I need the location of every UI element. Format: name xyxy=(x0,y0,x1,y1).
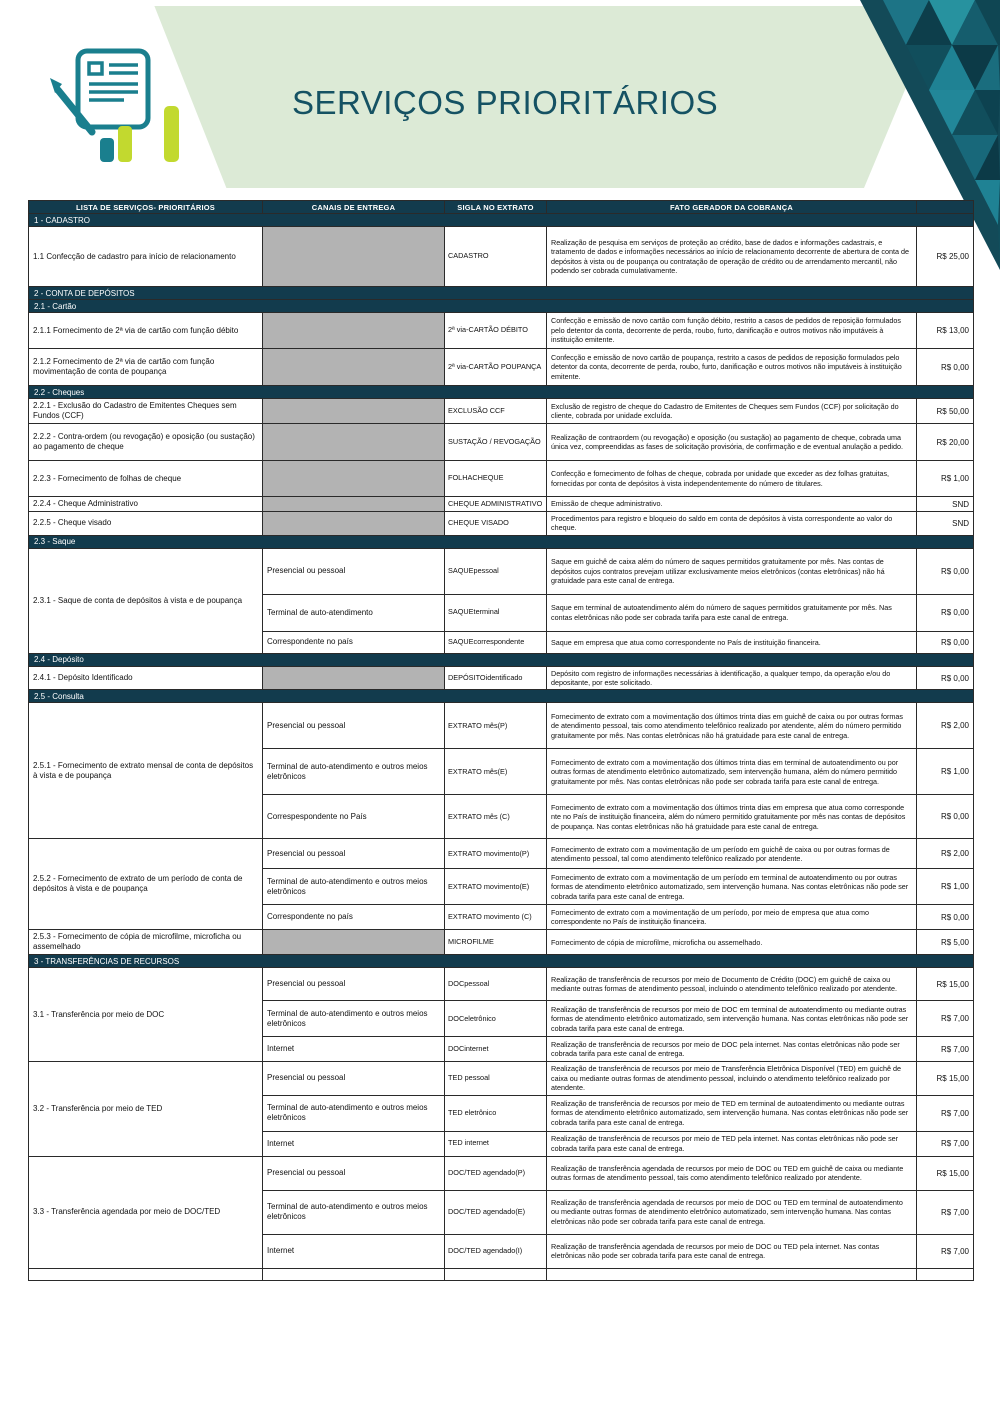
empty-cell xyxy=(263,1268,445,1280)
empty-channel-cell xyxy=(263,399,445,424)
code-cell: EXTRATO movimento (C) xyxy=(445,905,547,930)
service-cell: 2.3.1 - Saque de conta de depósitos à vista e de poupança xyxy=(29,548,263,653)
channel-cell: Presencial ou pessoal xyxy=(263,968,445,1001)
code-cell: EXTRATO mês(E) xyxy=(445,749,547,795)
code-cell: DOC/TED agendado(I) xyxy=(445,1234,547,1268)
code-cell: 2ª via-CARTÃO POUPANÇA xyxy=(445,349,547,386)
table-row xyxy=(29,703,974,749)
section-row-conta-depositos xyxy=(29,287,974,300)
service-cell: 2.1.2 Fornecimento de 2ª via de cartão com função movimentação de conta de poupança xyxy=(29,349,263,386)
column-header-code: SIGLA NO EXTRATO xyxy=(445,201,547,214)
code-cell: EXTRATO movimento(E) xyxy=(445,869,547,905)
price-cell: R$ 15,00 xyxy=(917,1062,974,1095)
code-cell: FOLHACHEQUE xyxy=(445,461,547,497)
trigger-cell: Fornecimento de extrato com a movimentação de um período, por meio de empresa que atua como correspondente no País de instituição financeira. xyxy=(547,905,917,930)
price-cell: R$ 7,00 xyxy=(917,1190,974,1234)
table-row xyxy=(29,424,974,461)
table-row xyxy=(29,399,974,424)
service-cell: 2.5.1 - Fornecimento de extrato mensal de conta de depósitos à vista e de poupança xyxy=(29,703,263,839)
channel-cell: Presencial ou pessoal xyxy=(263,1156,445,1190)
price-cell: R$ 5,00 xyxy=(917,930,974,955)
table-row xyxy=(29,227,974,287)
code-cell: CHEQUE ADMINISTRATIVO xyxy=(445,497,547,512)
channel-cell: Terminal de auto-atendimento e outros meios eletrônicos xyxy=(263,749,445,795)
table-row xyxy=(29,968,974,1001)
service-cell: 3.3 - Transferência agendada por meio de DOC/TED xyxy=(29,1156,263,1268)
code-cell: CHEQUE VISADO xyxy=(445,512,547,536)
column-header-price xyxy=(917,201,974,214)
price-cell: R$ 13,00 xyxy=(917,313,974,349)
trigger-cell: Fornecimento de extrato com a movimentação de um período em terminal de autoatendimento ou por outras formas de atendimento eletrônico automatizado, sem intervenção humana. Nas contas eletrônicas não pode ser cobrada tarifa para este canal de entrega. xyxy=(547,869,917,905)
code-cell: DOC/TED agendado(E) xyxy=(445,1190,547,1234)
channel-cell: Terminal de auto-atendimento e outros meios eletrônicos xyxy=(263,1190,445,1234)
empty-channel-cell xyxy=(263,461,445,497)
price-cell: R$ 0,00 xyxy=(917,349,974,386)
channel-cell: Terminal de auto-atendimento e outros meios eletrônicos xyxy=(263,1095,445,1131)
trigger-cell: Realização de transferência de recursos por meio de TED pela internet. Nas contas eletrônicas não pode ser cobrada tarifa para este canal de entrega. xyxy=(547,1131,917,1156)
code-cell: CADASTRO xyxy=(445,227,547,287)
partial-row xyxy=(29,1268,974,1280)
channel-cell: Correspondente no país xyxy=(263,631,445,653)
trigger-cell: Confecção e fornecimento de folhas de cheque, cobrada por unidade que exceder as dez folhas gratuitas, fornecidas por conta de depósitos à vista independentemente do número de titulares. xyxy=(547,461,917,497)
price-cell: R$ 7,00 xyxy=(917,1131,974,1156)
price-cell: R$ 2,00 xyxy=(917,839,974,869)
service-cell: 1.1 Confecção de cadastro para início de relacionamento xyxy=(29,227,263,287)
trigger-cell: Emissão de cheque administrativo. xyxy=(547,497,917,512)
table-row xyxy=(29,839,974,869)
channel-cell: Terminal de auto-atendimento e outros meios eletrônicos xyxy=(263,869,445,905)
trigger-cell: Fornecimento de extrato com a movimentação dos últimos trinta dias em empresa que atua como corresponde nte no País de instituição financeira, além do número permitido gratuitamente por mês nas contas de depósitos de poupança. Nas contas eletrônicas não há gratuidade para este canal de entrega. xyxy=(547,795,917,839)
section-row-saque xyxy=(29,535,974,548)
code-cell: DEPÓSITOidentificado xyxy=(445,666,547,690)
table-row xyxy=(29,1062,974,1095)
channel-cell: Presencial ou pessoal xyxy=(263,1062,445,1095)
trigger-cell: Realização de transferência de recursos por meio de DOC pela internet. Nas contas eletrônicas não pode ser cobrada tarifa para este canal de entrega. xyxy=(547,1037,917,1062)
trigger-cell: Realização de transferência agendada de recursos por meio de DOC ou TED em terminal de autoatendimento ou mediante outras formas de atendimento eletrônico automatizado, sem intervenção humana. Nas contas eletrônicas não pode ser cobrada tarifa para este canal de entrega. xyxy=(547,1190,917,1234)
trigger-cell: Saque em terminal de autoatendimento além do número de saques permitidos gratuitamente por mês. Nas contas eletrônicas não pode ser cobrada tarifa para este canal de entrega. xyxy=(547,594,917,631)
empty-channel-cell xyxy=(263,227,445,287)
code-cell: EXTRATO mês(P) xyxy=(445,703,547,749)
channel-cell: Internet xyxy=(263,1037,445,1062)
trigger-cell: Fornecimento de extrato com a movimentação dos últimos trinta dias em terminal de autoatendimento ou por outras formas de atendimento eletrônico automatizado, sem intervenção humana, além do número permitido gratuitamente por mês. Nas contas eletrônicas não pode ser cobrada tarifa para este canal de entrega. xyxy=(547,749,917,795)
column-header-channels: CANAIS DE ENTREGA xyxy=(263,201,445,214)
trigger-cell: Fornecimento de extrato com a movimentação de um período em guichê de caixa ou por outras formas de atendimento pessoal, tal como atendimento telefônico realizado por atendente. xyxy=(547,839,917,869)
section-row-deposito xyxy=(29,653,974,666)
code-cell: EXTRATO movimento(P) xyxy=(445,839,547,869)
section-row-transferencias xyxy=(29,955,974,968)
code-cell: TED pessoal xyxy=(445,1062,547,1095)
trigger-cell: Realização de transferência agendada de recursos por meio de DOC ou TED em guichê de caixa ou mediante outras formas de atendimento pessoal, tais como atendimento telefônico realizado por atendente. xyxy=(547,1156,917,1190)
column-header-trigger: FATO GERADOR DA COBRANÇA xyxy=(547,201,917,214)
page-title: SERVIÇOS PRIORITÁRIOS xyxy=(292,84,719,121)
table-row xyxy=(29,666,974,690)
code-cell: DOCinternet xyxy=(445,1037,547,1062)
empty-channel-cell xyxy=(263,666,445,690)
empty-channel-cell xyxy=(263,424,445,461)
price-cell: R$ 1,00 xyxy=(917,749,974,795)
section-label: 3 - TRANSFERÊNCIAS DE RECURSOS xyxy=(29,955,974,968)
trigger-cell: Realização de contraordem (ou revogação) e oposição (ou sustação) ao pagamento de cheque, cobrada uma única vez, compreendidas as fases de solicitação provisória, de confirmação e de eventual anulação a pedido. xyxy=(547,424,917,461)
empty-channel-cell xyxy=(263,512,445,536)
channel-cell: Terminal de auto-atendimento e outros meios eletrônicos xyxy=(263,1001,445,1037)
code-cell: 2ª via-CARTÃO DÉBITO xyxy=(445,313,547,349)
column-header-services: LISTA DE SERVIÇOS- PRIORITÁRIOS xyxy=(29,201,263,214)
trigger-cell: Fornecimento de extrato com a movimentação dos últimos trinta dias em guichê de caixa ou por outras formas de atendimento pessoal, tais como atendimento telefônico realizado por atendente, além do número permitido gratuitamente por mês. Nas contas eletrônicas não há gratuidade para este canal de entrega. xyxy=(547,703,917,749)
document-pencil-chart-logo-icon xyxy=(42,48,192,163)
price-cell: R$ 0,00 xyxy=(917,905,974,930)
trigger-cell: Realização de transferência de recursos por meio de DOC em terminal de autoatendimento ou mediante outras formas de atendimento eletrônico automatizado, sem intervenção humana. Nas contas eletrônicas não pode ser cobrada tarifa para este canal de entrega. xyxy=(547,1001,917,1037)
section-label: 2 - CONTA DE DEPÓSITOS xyxy=(29,287,974,300)
trigger-cell: Confecção e emissão de novo cartão com função débito, restrito a casos de pedidos de reposição formulados pelo detentor da conta, decorrente de perda, roubo, furto, danificação e outros motivos não imputáveis à instituição emitente. xyxy=(547,313,917,349)
trigger-cell: Realização de transferência de recursos por meio de Documento de Crédito (DOC) em guichê de caixa ou mediante outras formas de atendimento pessoal, incluindo o atendimento telefônico realizado por atendente. xyxy=(547,968,917,1001)
price-cell: R$ 25,00 xyxy=(917,227,974,287)
empty-channel-cell xyxy=(263,349,445,386)
price-cell: R$ 1,00 xyxy=(917,869,974,905)
price-cell: R$ 0,00 xyxy=(917,594,974,631)
channel-cell: Correspondente no país xyxy=(263,905,445,930)
section-label: 2.1 - Cartão xyxy=(29,300,974,313)
service-cell: 3.1 - Transferência por meio de DOC xyxy=(29,968,263,1062)
trigger-cell: Realização de pesquisa em serviços de proteção ao crédito, base de dados e informações cadastrais, e tratamento de dados e informações necessários ao início de relacionamento decorrente de abertura de conta de depósitos à vista ou de poupança ou contratação de operação de crédito ou de arrendamento mercantil, não podendo ser cobrada cumulativamente. xyxy=(547,227,917,287)
price-cell: SND xyxy=(917,512,974,536)
section-label: 2.2 - Cheques xyxy=(29,386,974,399)
trigger-cell: Saque em empresa que atua como correspondente no País de instituição financeira. xyxy=(547,631,917,653)
trigger-cell: Confecção e emissão de novo cartão de poupança, restrito a casos de pedidos de reposição formulados pelo detentor da conta, decorrente de perda, roubo, furto, danificação e outros motivos não imputáveis à instituição emitente. xyxy=(547,349,917,386)
channel-cell: Internet xyxy=(263,1131,445,1156)
price-cell: R$ 7,00 xyxy=(917,1001,974,1037)
service-cell: 3.2 - Transferência por meio de TED xyxy=(29,1062,263,1156)
table-row xyxy=(29,930,974,955)
trigger-cell: Procedimentos para registro e bloqueio do saldo em conta de depósitos à vista correspondente ao valor do cheque. xyxy=(547,512,917,536)
section-label: 2.4 - Depósito xyxy=(29,653,974,666)
empty-cell xyxy=(547,1268,917,1280)
empty-channel-cell xyxy=(263,497,445,512)
section-label: 1 - CADASTRO xyxy=(29,214,974,227)
price-cell: R$ 15,00 xyxy=(917,1156,974,1190)
code-cell: MICROFILME xyxy=(445,930,547,955)
service-cell: 2.2.3 - Fornecimento de folhas de cheque xyxy=(29,461,263,497)
code-cell: TED eletrônico xyxy=(445,1095,547,1131)
section-row-cheques xyxy=(29,386,974,399)
price-cell: R$ 7,00 xyxy=(917,1234,974,1268)
table-row xyxy=(29,313,974,349)
code-cell: SUSTAÇÃO / REVOGAÇÃO xyxy=(445,424,547,461)
code-cell: SAQUEterminal xyxy=(445,594,547,631)
section-row-cadastro xyxy=(29,214,974,227)
table-row xyxy=(29,497,974,512)
empty-cell xyxy=(917,1268,974,1280)
price-cell: SND xyxy=(917,497,974,512)
code-cell: SAQUEpessoal xyxy=(445,548,547,594)
code-cell: EXTRATO mês (C) xyxy=(445,795,547,839)
channel-cell: Presencial ou pessoal xyxy=(263,703,445,749)
price-cell: R$ 7,00 xyxy=(917,1095,974,1131)
trigger-cell: Realização de transferência agendada de recursos por meio de DOC ou TED pela internet. Nas contas eletrônicas não pode ser cobrada tarifa para este canal de entrega. xyxy=(547,1234,917,1268)
table-row xyxy=(29,512,974,536)
empty-cell xyxy=(445,1268,547,1280)
trigger-cell: Realização de transferência de recursos por meio de TED em terminal de autoatendimento ou mediante outras formas de atendimento eletrônico automatizado, sem intervenção humana. Nas contas eletrônicas não pode ser cobrada tarifa para este canal de entrega. xyxy=(547,1095,917,1131)
trigger-cell: Fornecimento de cópia de microfilme, microficha ou assemelhado. xyxy=(547,930,917,955)
service-cell: 2.2.4 - Cheque Administrativo xyxy=(29,497,263,512)
empty-cell xyxy=(29,1268,263,1280)
price-cell: R$ 20,00 xyxy=(917,424,974,461)
services-table xyxy=(28,200,974,1281)
price-cell: R$ 0,00 xyxy=(917,631,974,653)
table-row xyxy=(29,349,974,386)
code-cell: EXCLUSÃO CCF xyxy=(445,399,547,424)
code-cell: SAQUEcorrespondente xyxy=(445,631,547,653)
service-cell: 2.5.3 - Fornecimento de cópia de microfilme, microficha ou assemelhado xyxy=(29,930,263,955)
price-cell: R$ 1,00 xyxy=(917,461,974,497)
section-row-cartao xyxy=(29,300,974,313)
empty-channel-cell xyxy=(263,313,445,349)
channel-cell: Internet xyxy=(263,1234,445,1268)
service-cell: 2.2.5 - Cheque visado xyxy=(29,512,263,536)
price-cell: R$ 15,00 xyxy=(917,968,974,1001)
section-label: 2.5 - Consulta xyxy=(29,690,974,703)
price-cell: R$ 2,00 xyxy=(917,703,974,749)
channel-cell: Presencial ou pessoal xyxy=(263,548,445,594)
table-row xyxy=(29,548,974,594)
empty-channel-cell xyxy=(263,930,445,955)
table-row xyxy=(29,1156,974,1190)
code-cell: TED internet xyxy=(445,1131,547,1156)
price-cell: R$ 0,00 xyxy=(917,795,974,839)
price-cell: R$ 7,00 xyxy=(917,1037,974,1062)
code-cell: DOCeletrônico xyxy=(445,1001,547,1037)
price-cell: R$ 0,00 xyxy=(917,666,974,690)
channel-cell: Correspespondente no País xyxy=(263,795,445,839)
trigger-cell: Realização de transferência de recursos por meio de Transferência Eletrônica Disponível (TED) em guichê de caixa ou mediante outras formas de atendimento pessoal, incluindo o atendimento telefônico realizado por atendente. xyxy=(547,1062,917,1095)
service-cell: 2.4.1 - Depósito Identificado xyxy=(29,666,263,690)
trigger-cell: Depósito com registro de informações necessárias à identificação, a qualquer tempo, da operação e/ou do depositante, por este solicitado. xyxy=(547,666,917,690)
price-cell: R$ 50,00 xyxy=(917,399,974,424)
table-row xyxy=(29,461,974,497)
channel-cell: Presencial ou pessoal xyxy=(263,839,445,869)
section-label: 2.3 - Saque xyxy=(29,535,974,548)
section-row-consulta xyxy=(29,690,974,703)
code-cell: DOCpessoal xyxy=(445,968,547,1001)
channel-cell: Terminal de auto-atendimento xyxy=(263,594,445,631)
trigger-cell: Saque em guichê de caixa além do número de saques permitidos gratuitamente por mês. Nas contas de depósitos cujos contratos prevejam utilizar exclusivamente meios eletrônicos (contas eletrônicas) não há gratuidade para este canal de entrega. xyxy=(547,548,917,594)
service-cell: 2.2.2 - Contra-ordem (ou revogação) e oposição (ou sustação) ao pagamento de cheque xyxy=(29,424,263,461)
service-cell: 2.5.2 - Fornecimento de extrato de um período de conta de depósitos à vista e de poupança xyxy=(29,839,263,930)
table-header-row xyxy=(29,201,974,214)
code-cell: DOC/TED agendado(P) xyxy=(445,1156,547,1190)
trigger-cell: Exclusão de registro de cheque do Cadastro de Emitentes de Cheques sem Fundos (CCF) por solicitação do cliente, cobrada por unidade excluída. xyxy=(547,399,917,424)
service-cell: 2.2.1 - Exclusão do Cadastro de Emitentes Cheques sem Fundos (CCF) xyxy=(29,399,263,424)
service-cell: 2.1.1 Fornecimento de 2ª via de cartão com função débito xyxy=(29,313,263,349)
price-cell: R$ 0,00 xyxy=(917,548,974,594)
